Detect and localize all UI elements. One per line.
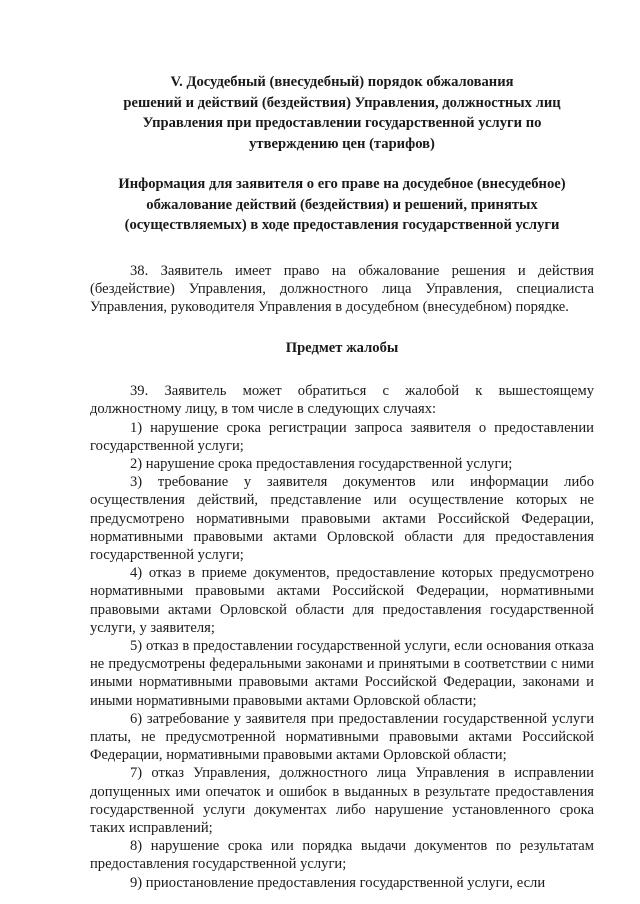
list-item: 1) нарушение срока регистрации запроса заявителя о предоставлении государственной услуги; [90,419,594,454]
document-page [90,72,594,892]
info-title-line: обжалование действий (бездействия) и решений, принятых [146,196,538,213]
list-item: 9) приостановление предоставления государственной услуги, если [130,874,546,891]
paragraph-39: 39. Заявитель может обратиться с жалобой к вышестоящему должностному лицу, в том числе в следующих случаях: [90,383,594,418]
info-title-line: Информация для заявителя о его праве на досудебное (внесудебное) [118,176,566,192]
paragraph-38: 38. Заявитель имеет право на обжалование решения и действия (бездействие) Управления, должностного лица Управления, специалиста Управления, руководителя Управления в досудебном (внесудебном) порядке. [90,262,594,315]
section-title-line: утверждению цен (тарифов) [249,135,435,152]
spacer [90,154,594,174]
section-title [90,72,594,154]
list-item: 6) затребование у заявителя при предоставлении государственной услуги платы, не предусмотренной нормативными правовыми актами Российской Федерации, нормативными правовыми актами Орловской области; [90,710,594,764]
subject-heading: Предмет жалобы [285,340,399,357]
list-item: 2) нарушение срока предоставления государственной услуги; [130,455,513,472]
list-item: 4) отказ в приеме документов, предоставление которых предусмотрено нормативными правовыми актами Российской Федерации, нормативными правовыми актами Орловской области для предоставления государственной услуги, у заявителя; [90,565,594,636]
info-title-line: (осуществляемых) в ходе предоставления государственной услуги [124,217,560,233]
section-title-line: решений и действий (бездействия) Управления, должностных лиц [123,94,561,111]
section-title-line: Управления при предоставлении государственной услуги по [142,115,542,131]
list-item: 5) отказ в предоставлении государственной услуги, если основания отказа не предусмотрены федеральными законами и принятыми в соответствии с ними иными нормативными правовыми актами Российской Федерации, законами и иными нормативными правовыми актами Орловской области; [90,637,594,709]
section-title-line: V. Досудебный (внесудебный) порядок обжалования [170,74,514,90]
list-item: 3) требование у заявителя документов или информации либо осуществления действий, представление или осуществление которых не предусмотрено нормативными правовыми актами Российской Федерации, нормативными правовыми актами Орловской области для предоставления государственной услуги; [90,474,594,563]
info-title [90,174,594,236]
list-item: 8) нарушение срока или порядка выдачи документов по результатам предоставления государственной услуги; [90,838,594,873]
list-item: 7) отказ Управления, должностного лица Управления в исправлении допущенных ими опечаток и ошибок в выданных в результате предоставления государственной услуги документах либо нарушение установленного срока таких исправлений; [90,765,594,836]
